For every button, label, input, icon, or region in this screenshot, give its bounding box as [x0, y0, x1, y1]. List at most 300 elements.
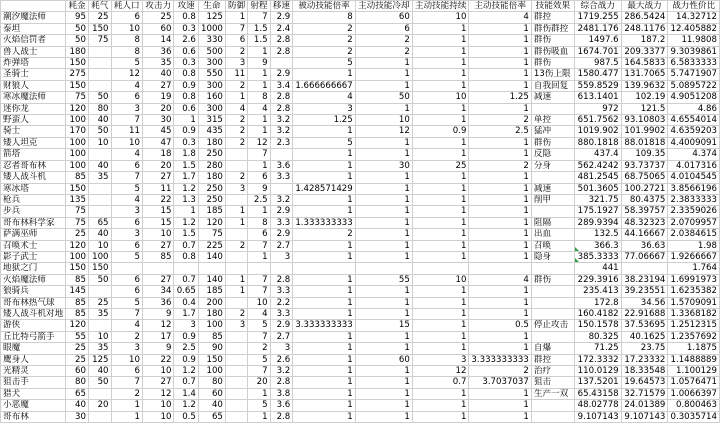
unit-name-cell[interactable]: 鹰身人 — [1, 354, 66, 365]
table-cell[interactable]: 1 — [111, 411, 142, 422]
table-cell[interactable]: 30 — [142, 115, 174, 126]
table-cell[interactable]: 1 — [293, 126, 355, 137]
table-cell[interactable]: 1.0576471 — [668, 377, 720, 388]
table-cell[interactable]: 1 — [355, 149, 412, 160]
table-cell[interactable]: 71.25 — [574, 343, 621, 354]
table-cell[interactable]: 75 — [198, 229, 225, 240]
table-cell[interactable]: 1 — [174, 115, 198, 126]
table-cell[interactable]: 3 — [270, 343, 293, 354]
table-cell[interactable]: 172.8 — [574, 297, 621, 308]
table-cell[interactable]: 1.1875 — [668, 343, 720, 354]
unit-name-cell[interactable]: 召唤术士 — [1, 240, 66, 251]
table-cell[interactable]: 1 — [412, 115, 469, 126]
table-cell[interactable]: 150 — [88, 23, 111, 34]
table-cell[interactable]: 90 — [198, 343, 225, 354]
table-cell[interactable]: 2 — [111, 388, 142, 399]
table-cell[interactable]: 4 — [225, 103, 247, 114]
table-cell[interactable]: 0.3 — [174, 23, 198, 34]
table-cell[interactable]: 1 — [412, 23, 469, 34]
table-cell[interactable]: 100 — [66, 149, 89, 160]
table-cell[interactable]: 1 — [412, 46, 469, 57]
unit-name-cell[interactable]: 狙击手 — [1, 377, 66, 388]
table-cell[interactable]: 1.0066397 — [668, 388, 720, 399]
table-cell[interactable]: 分身 — [531, 160, 574, 171]
table-cell[interactable]: 召唤 — [531, 240, 574, 251]
table-cell[interactable]: 35 — [142, 58, 174, 69]
table-cell[interactable] — [88, 388, 111, 399]
table-cell[interactable]: 3.2 — [270, 366, 293, 377]
table-cell[interactable]: 19.64573 — [621, 377, 668, 388]
unit-name-cell[interactable]: 狼骑兵 — [1, 286, 66, 297]
table-cell[interactable]: 13伤上限 — [531, 69, 574, 80]
unit-name-cell[interactable]: 影子武士 — [1, 251, 66, 262]
table-cell[interactable]: 自爆 — [531, 343, 574, 354]
table-cell[interactable]: 1674.701 — [574, 46, 621, 57]
table-cell[interactable]: 2.8 — [270, 46, 293, 57]
table-cell[interactable]: 出血 — [531, 229, 574, 240]
table-cell[interactable] — [293, 263, 355, 274]
table-cell[interactable]: 2.8 — [270, 274, 293, 285]
table-cell[interactable] — [174, 263, 198, 274]
table-cell[interactable]: 150 — [66, 58, 89, 69]
table-cell[interactable]: 1 — [469, 137, 531, 148]
table-cell[interactable]: 10 — [142, 400, 174, 411]
table-cell[interactable]: 1 — [412, 35, 469, 46]
table-cell[interactable]: 1 — [469, 194, 531, 205]
table-cell[interactable]: 1 — [225, 274, 247, 285]
table-cell[interactable]: 300 — [198, 58, 225, 69]
table-cell[interactable]: 1 — [248, 206, 270, 217]
table-cell[interactable]: 3.6 — [270, 400, 293, 411]
header-cell[interactable]: 生命 — [198, 1, 225, 12]
table-cell[interactable]: 20 — [88, 400, 111, 411]
table-cell[interactable]: 3 — [174, 320, 198, 331]
table-cell[interactable]: 群伤 — [531, 35, 574, 46]
table-cell[interactable]: 1.5 — [248, 23, 270, 34]
table-cell[interactable] — [531, 263, 574, 274]
table-cell[interactable]: 1 — [412, 137, 469, 148]
table-cell[interactable]: 9 — [142, 308, 174, 319]
table-cell[interactable]: 4.017316 — [668, 160, 720, 171]
table-cell[interactable]: 170 — [66, 126, 89, 137]
table-cell[interactable]: 1 — [469, 58, 531, 69]
table-cell[interactable]: 12 — [142, 320, 174, 331]
table-cell[interactable]: 24.01389 — [621, 400, 668, 411]
table-cell[interactable]: 0.8 — [174, 251, 198, 262]
table-cell[interactable]: 8 — [111, 35, 142, 46]
table-cell[interactable]: 8 — [293, 12, 355, 23]
table-cell[interactable]: 330 — [198, 35, 225, 46]
table-cell[interactable]: 2.3833333 — [668, 194, 720, 205]
table-cell[interactable]: 5 — [111, 183, 142, 194]
unit-name-cell[interactable]: 步兵 — [1, 206, 66, 217]
table-cell[interactable]: 1 — [225, 206, 247, 217]
table-cell[interactable]: 140 — [198, 274, 225, 285]
table-cell[interactable]: 11.9808 — [668, 35, 720, 46]
table-cell[interactable]: 1000 — [198, 23, 225, 34]
table-cell[interactable]: 2 — [225, 308, 247, 319]
table-cell[interactable] — [531, 103, 574, 114]
table-cell[interactable]: 1 — [412, 411, 469, 422]
unit-name-cell[interactable]: 忍者哥布林 — [1, 160, 66, 171]
table-cell[interactable]: 1 — [412, 172, 469, 183]
table-cell[interactable]: 1.2512315 — [668, 320, 720, 331]
table-cell[interactable]: 5.7471907 — [668, 69, 720, 80]
table-cell[interactable]: 315 — [198, 115, 225, 126]
table-cell[interactable]: 自我回复 — [531, 80, 574, 91]
table-cell[interactable]: 1 — [174, 206, 198, 217]
table-cell[interactable]: 1 — [293, 377, 355, 388]
table-cell[interactable]: 1 — [355, 206, 412, 217]
table-cell[interactable]: 11 — [111, 126, 142, 137]
table-cell[interactable]: 1 — [469, 286, 531, 297]
table-cell[interactable]: 1 — [248, 388, 270, 399]
table-cell[interactable]: 1 — [412, 240, 469, 251]
table-cell[interactable]: 3.8 — [270, 388, 293, 399]
table-cell[interactable]: 4.86 — [668, 103, 720, 114]
table-cell[interactable]: 0.9 — [412, 126, 469, 137]
table-cell[interactable]: 40 — [88, 160, 111, 171]
table-cell[interactable]: 0.9 — [174, 126, 198, 137]
table-cell[interactable]: 12.405882 — [668, 23, 720, 34]
table-cell[interactable]: 40 — [88, 366, 111, 377]
table-cell[interactable]: 1.7 — [174, 172, 198, 183]
table-cell[interactable]: 1 — [412, 400, 469, 411]
table-cell[interactable]: 1.25 — [469, 92, 531, 103]
table-cell[interactable]: 7 — [248, 331, 270, 342]
table-cell[interactable]: 286.5424 — [621, 12, 668, 23]
table-cell[interactable]: 2.7 — [270, 331, 293, 342]
table-cell[interactable]: 77.06667 — [621, 251, 668, 262]
table-cell[interactable]: 2 — [225, 80, 247, 91]
table-cell[interactable]: 1497.6 — [574, 35, 621, 46]
table-cell[interactable]: 100.2721 — [621, 183, 668, 194]
header-cell[interactable]: 耗人口 — [111, 1, 142, 12]
table-cell[interactable]: 1 — [355, 183, 412, 194]
table-cell[interactable]: 17.23332 — [621, 354, 668, 365]
table-cell[interactable]: 501.3605 — [574, 183, 621, 194]
table-cell[interactable]: 80 — [66, 377, 89, 388]
table-cell[interactable]: 150 — [66, 263, 89, 274]
table-cell[interactable]: 1.5 — [174, 229, 198, 240]
table-cell[interactable]: 群伤 — [531, 274, 574, 285]
table-cell[interactable] — [225, 194, 247, 205]
table-cell[interactable]: 100 — [198, 320, 225, 331]
table-cell[interactable]: 60 — [355, 354, 412, 365]
table-cell[interactable]: 1 — [412, 206, 469, 217]
header-cell[interactable]: 技能效果 — [531, 1, 574, 12]
table-cell[interactable]: 2.8 — [270, 377, 293, 388]
table-cell[interactable]: 1 — [111, 400, 142, 411]
table-cell[interactable]: 1 — [355, 343, 412, 354]
table-cell[interactable] — [88, 183, 111, 194]
table-cell[interactable]: 2 — [355, 35, 412, 46]
table-cell[interactable]: 2 — [225, 137, 247, 148]
table-cell[interactable]: 1 — [469, 308, 531, 319]
table-cell[interactable]: 88.01818 — [621, 137, 668, 148]
unit-name-cell[interactable]: 寒冰魔法师 — [1, 92, 66, 103]
table-cell[interactable]: 2 — [355, 46, 412, 57]
table-cell[interactable]: 175.1927 — [574, 206, 621, 217]
table-cell[interactable]: 1 — [412, 183, 469, 194]
table-cell[interactable]: 2 — [293, 35, 355, 46]
table-cell[interactable]: 1 — [248, 46, 270, 57]
table-cell[interactable]: 1 — [293, 286, 355, 297]
table-cell[interactable]: 2.0709957 — [668, 217, 720, 228]
table-cell[interactable] — [88, 46, 111, 57]
table-cell[interactable]: 4 — [293, 92, 355, 103]
table-cell[interactable]: 180 — [198, 308, 225, 319]
header-cell[interactable]: 最大战力 — [621, 1, 668, 12]
table-cell[interactable]: 2.5 — [174, 343, 198, 354]
table-cell[interactable]: 1 — [412, 217, 469, 228]
table-cell[interactable]: 139.9632 — [621, 80, 668, 91]
table-cell[interactable]: 9 — [142, 343, 174, 354]
table-cell[interactable]: 102.19 — [621, 92, 668, 103]
table-cell[interactable]: 34.56 — [621, 297, 668, 308]
table-cell[interactable]: 3 — [225, 320, 247, 331]
table-cell[interactable]: 治疗 — [531, 366, 574, 377]
table-cell[interactable]: 75 — [88, 35, 111, 46]
table-cell[interactable]: 8 — [111, 46, 142, 57]
unit-name-cell[interactable]: 圣骑士 — [1, 69, 66, 80]
table-cell[interactable]: 2.5 — [248, 194, 270, 205]
table-cell[interactable]: 1.2 — [174, 366, 198, 377]
table-cell[interactable]: 10 — [142, 229, 174, 240]
table-cell[interactable]: 1 — [412, 286, 469, 297]
table-cell[interactable]: 1 — [412, 58, 469, 69]
table-cell[interactable]: 5 — [248, 354, 270, 365]
table-cell[interactable]: 1 — [293, 297, 355, 308]
table-cell[interactable]: 1 — [355, 80, 412, 91]
table-cell[interactable]: 131.7065 — [621, 69, 668, 80]
table-cell[interactable]: 1 — [293, 354, 355, 365]
table-cell[interactable]: 4 — [111, 194, 142, 205]
table-cell[interactable]: 3.7037037 — [469, 377, 531, 388]
table-cell[interactable]: 972 — [574, 103, 621, 114]
table-cell[interactable]: 1 — [355, 103, 412, 114]
table-cell[interactable]: 1 — [469, 297, 531, 308]
table-cell[interactable]: 0.6 — [174, 103, 198, 114]
table-cell[interactable]: 38.23194 — [621, 274, 668, 285]
table-cell[interactable]: 1 — [293, 366, 355, 377]
table-cell[interactable]: 366.3 — [574, 240, 621, 251]
table-cell[interactable]: 1 — [355, 137, 412, 148]
table-cell[interactable]: 48.02778 — [574, 400, 621, 411]
table-cell[interactable]: 1 — [469, 35, 531, 46]
table-cell[interactable]: 32.71579 — [621, 388, 668, 399]
table-cell[interactable]: 1 — [412, 388, 469, 399]
table-cell[interactable]: 1.5709091 — [668, 297, 720, 308]
table-cell[interactable]: 1.100129 — [668, 366, 720, 377]
table-cell[interactable]: 2 — [293, 46, 355, 57]
table-cell[interactable]: 85 — [66, 297, 89, 308]
table-cell[interactable]: 36.63 — [621, 240, 668, 251]
table-cell[interactable]: 3.3 — [270, 217, 293, 228]
table-cell[interactable]: 125 — [88, 354, 111, 365]
table-cell[interactable]: 0.3 — [174, 58, 198, 69]
table-cell[interactable]: 2 — [469, 366, 531, 377]
table-cell[interactable]: 80 — [198, 377, 225, 388]
table-cell[interactable] — [88, 194, 111, 205]
table-cell[interactable]: 22 — [142, 194, 174, 205]
table-cell[interactable]: 3 — [111, 206, 142, 217]
table-cell[interactable]: 3.4 — [270, 80, 293, 91]
table-cell[interactable]: 10 — [412, 12, 469, 23]
table-cell[interactable]: 群伤 — [531, 137, 574, 148]
table-cell[interactable] — [225, 331, 247, 342]
table-cell[interactable]: 19 — [142, 92, 174, 103]
table-cell[interactable]: 1 — [355, 58, 412, 69]
table-cell[interactable]: 1 — [293, 69, 355, 80]
table-cell[interactable]: 100 — [66, 251, 89, 262]
table-cell[interactable] — [225, 411, 247, 422]
table-cell[interactable]: 5 — [293, 58, 355, 69]
unit-name-cell[interactable]: 矮人坦克 — [1, 137, 66, 148]
table-cell[interactable] — [88, 58, 111, 69]
table-cell[interactable]: 1 — [293, 194, 355, 205]
table-cell[interactable]: 5 — [248, 400, 270, 411]
table-cell[interactable]: 1 — [469, 69, 531, 80]
table-cell[interactable]: 1 — [412, 80, 469, 91]
table-cell[interactable]: 150 — [66, 80, 89, 91]
table-cell[interactable]: 1 — [412, 194, 469, 205]
table-cell[interactable]: 36 — [142, 297, 174, 308]
table-cell[interactable]: 3.8566196 — [668, 183, 720, 194]
unit-name-cell[interactable]: 炸弹塔 — [1, 58, 66, 69]
table-cell[interactable]: 18 — [142, 149, 174, 160]
header-cell[interactable]: 耗金 — [66, 1, 89, 12]
table-cell[interactable]: 3 — [225, 58, 247, 69]
table-cell[interactable]: 单控 — [531, 115, 574, 126]
table-cell[interactable]: 1 — [293, 172, 355, 183]
table-cell[interactable] — [225, 149, 247, 160]
table-cell[interactable]: 1 — [293, 331, 355, 342]
table-cell[interactable]: 441 — [574, 263, 621, 274]
table-cell[interactable]: 4 — [111, 149, 142, 160]
table-cell[interactable]: 145 — [66, 286, 89, 297]
table-cell[interactable]: 0.65 — [174, 286, 198, 297]
table-cell[interactable]: 109.35 — [621, 149, 668, 160]
table-cell[interactable]: 2.8 — [270, 35, 293, 46]
table-cell[interactable]: 150 — [88, 263, 111, 274]
table-cell[interactable]: 10 — [412, 274, 469, 285]
table-cell[interactable] — [225, 377, 247, 388]
table-cell[interactable]: 3.3 — [270, 308, 293, 319]
table-cell[interactable]: 0.7 — [174, 274, 198, 285]
table-cell[interactable]: 15 — [142, 217, 174, 228]
table-cell[interactable]: 12 — [248, 137, 270, 148]
table-cell[interactable]: 172.3332 — [574, 354, 621, 365]
table-cell[interactable]: 1 — [355, 240, 412, 251]
table-cell[interactable]: 1 — [469, 149, 531, 160]
table-cell[interactable]: 1 — [469, 240, 531, 251]
unit-name-cell[interactable]: 游侠 — [1, 320, 66, 331]
table-cell[interactable] — [531, 411, 574, 422]
table-cell[interactable]: 120 — [66, 320, 89, 331]
table-cell[interactable]: 2.8 — [270, 103, 293, 114]
table-cell[interactable]: 狙击 — [531, 377, 574, 388]
unit-name-cell[interactable]: 财狼人 — [1, 80, 66, 91]
table-cell[interactable]: 0.9 — [174, 354, 198, 365]
table-cell[interactable]: 2 — [225, 240, 247, 251]
table-cell[interactable]: 3.2 — [270, 194, 293, 205]
table-cell[interactable]: 4.6359203 — [668, 126, 720, 137]
table-cell[interactable]: 3.2 — [270, 115, 293, 126]
unit-name-cell[interactable]: 萨满巫师 — [1, 229, 66, 240]
table-cell[interactable]: 3.3 — [270, 172, 293, 183]
table-cell[interactable]: 40.1625 — [621, 331, 668, 342]
table-cell[interactable]: 6 — [111, 160, 142, 171]
unit-name-cell[interactable]: 小恶魔 — [1, 400, 66, 411]
table-cell[interactable]: 50 — [355, 92, 412, 103]
table-cell[interactable]: 3.3 — [270, 286, 293, 297]
table-cell[interactable]: 1 — [355, 286, 412, 297]
table-cell[interactable]: 300 — [198, 80, 225, 91]
table-cell[interactable]: 15 — [142, 206, 174, 217]
table-cell[interactable]: 7 — [225, 23, 247, 34]
table-cell[interactable]: 1 — [469, 388, 531, 399]
header-cell[interactable]: 综合战力 — [574, 1, 621, 12]
table-cell[interactable]: 1.764 — [668, 263, 720, 274]
table-cell[interactable]: 群控 — [531, 12, 574, 23]
table-cell[interactable]: 减速 — [531, 92, 574, 103]
unit-name-cell[interactable]: 兽人战士 — [1, 46, 66, 57]
table-cell[interactable]: 11 — [142, 183, 174, 194]
table-cell[interactable]: 1 — [355, 172, 412, 183]
table-cell[interactable]: 1 — [248, 115, 270, 126]
table-cell[interactable]: 125 — [198, 12, 225, 23]
table-cell[interactable]: 132.5 — [574, 229, 621, 240]
table-cell[interactable]: 2.5 — [469, 126, 531, 137]
table-cell[interactable]: 1 — [355, 297, 412, 308]
table-cell[interactable]: 1.6235382 — [668, 286, 720, 297]
table-cell[interactable] — [88, 69, 111, 80]
table-cell[interactable]: 25 — [66, 354, 89, 365]
table-cell[interactable]: 250 — [198, 183, 225, 194]
table-cell[interactable]: 5 — [111, 58, 142, 69]
table-cell[interactable]: 6 — [225, 35, 247, 46]
table-cell[interactable]: 200 — [198, 297, 225, 308]
table-cell[interactable]: 3.6 — [270, 160, 293, 171]
unit-name-cell[interactable]: 迷你龙 — [1, 103, 66, 114]
table-cell[interactable]: 1 — [293, 388, 355, 399]
table-cell[interactable] — [270, 263, 293, 274]
table-cell[interactable] — [531, 206, 574, 217]
table-cell[interactable]: 6 — [111, 240, 142, 251]
table-cell[interactable]: 58.39757 — [621, 206, 668, 217]
table-cell[interactable]: 3.333333333 — [469, 354, 531, 365]
table-cell[interactable]: 阻隔 — [531, 217, 574, 228]
table-cell[interactable]: 22 — [142, 354, 174, 365]
table-cell[interactable]: 1 — [469, 331, 531, 342]
table-cell[interactable]: 80.4375 — [621, 194, 668, 205]
table-cell[interactable]: 150.1578 — [574, 320, 621, 331]
table-cell[interactable]: 137.5201 — [574, 377, 621, 388]
table-cell[interactable]: 4.0104545 — [668, 172, 720, 183]
table-cell[interactable]: 50 — [88, 126, 111, 137]
table-cell[interactable]: 20 — [142, 103, 174, 114]
table-cell[interactable]: 3 — [111, 229, 142, 240]
table-cell[interactable] — [531, 400, 574, 411]
table-cell[interactable]: 280 — [198, 160, 225, 171]
table-cell[interactable]: 2 — [293, 23, 355, 34]
unit-name-cell[interactable]: 光精灵 — [1, 366, 66, 377]
table-cell[interactable]: 40 — [66, 400, 89, 411]
table-cell[interactable]: 0.5 — [469, 320, 531, 331]
table-cell[interactable]: 1019.902 — [574, 126, 621, 137]
table-cell[interactable]: 80.325 — [574, 331, 621, 342]
